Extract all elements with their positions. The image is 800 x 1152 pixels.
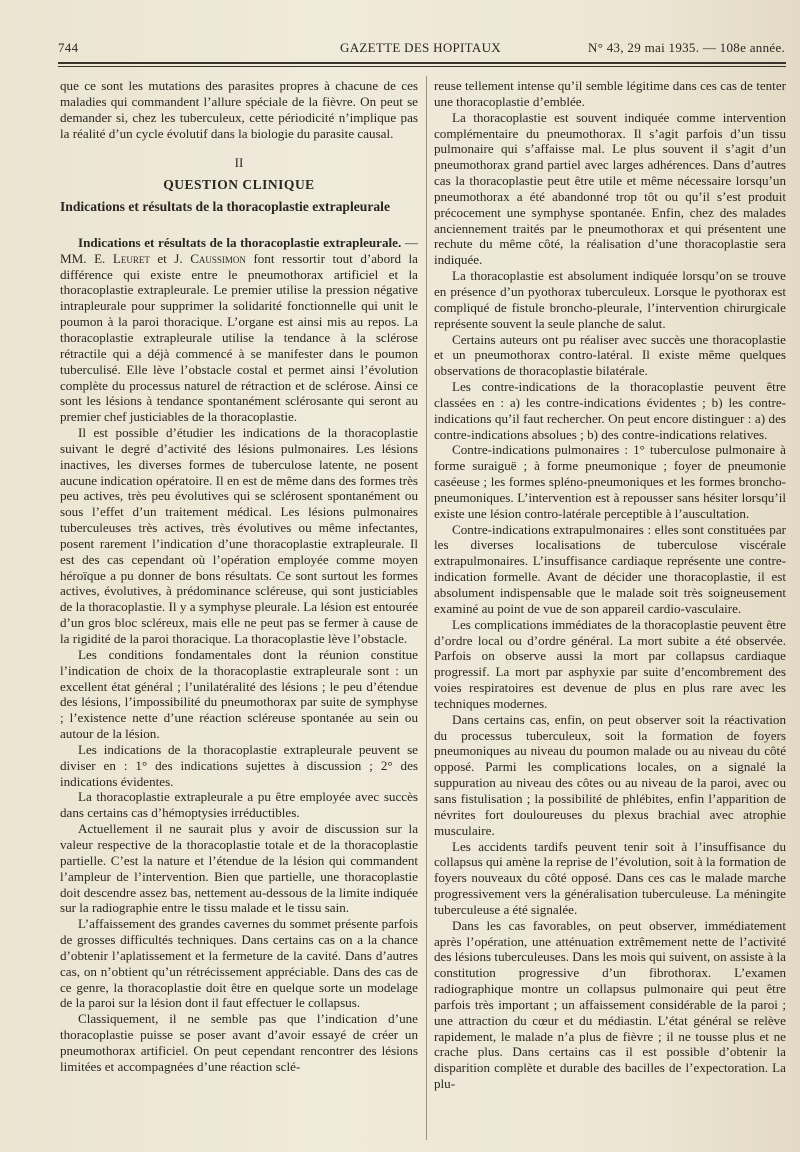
page-number: 744 [58,40,79,55]
journal-title: GAZETTE DES HOPITAUX [340,40,501,55]
paragraph: Il est possible d’étudier les indications de la thoracoplastie suivant le degré d’activité des lésions pulmonaires. Les lésions inactives, les diverses formes de tuberculose latente, ne posent aucune indication opératoire. Il en est de même dans des formes très peu actives, très peu évolutives qui se sclérosent spontanément ou sous l’effet d’un traitement médical. Les lésions pulmonaires tuberculeuses très actives, très évolutives ou même infectantes, posent rarement l’indication d’une thoracoplastie extrapleurale. Il est des cas cependant où l’opération employée comme moyen héroïque a pu donner de bons résultats. Ce sont surtout les formes actives, évolutives, à prédominance scléreuse, qui sont justiciables de la thoracoplastie. Il y a symphyse pleurale. La lésion est entourée d’un gros bloc scléreux, mais elle ne peut pas se fermer à cause de la rigidité de la paroi thoracique. La thoracoplastie lève l’obstacle. [60,425,418,646]
text-run: et J. [149,250,191,266]
paragraph: Contre-indications pulmonaires : 1° tuberculose pulmonaire à forme suraiguë ; à forme pneumonique ; foyer de pneumonie caséeuse ; les formes spléno-pneumoniques et les formes broncho-pneumoniques. L’intervention est à repousser sans hésiter lorsqu’il existe une lésion contro-latérale perceptible à l’auscultation. [434,442,786,521]
author-name: Leuret [112,250,150,266]
paragraph: L’affaissement des grandes cavernes du sommet présente parfois de grosses difficultés techniques. Dans certains cas on a la chance d’obtenir l’aplatissement et la fermeture de la cavité. Dans d’autres cas, on n’obtient qu’un rétrécissement appréciable. Dans des cas de ce genre, la thoracoplastie doit être en quelque sorte un modelage de la paroi sur la lésion dont il faut effectuer le collapsus. [60,916,418,1011]
header-rule-thin [58,66,786,67]
lead-title: Indications et résultats de la thoracoplastie extrapleurale. [78,234,402,250]
text-run: — MM. E. [60,234,418,266]
article-title: Indications et résultats de la thoracoplastie extrapleurale [60,199,390,215]
paragraph: La thoracoplastie est absolument indiquée lorsqu’on se trouve en présence d’un pyothorax tuberculeux. Lorsque le pyothorax est compliqué de fistule broncho-pleurale, l’intervention chirurgicale représente souvent la seule planche de salut. [434,268,786,331]
issue-info: N° 43, 29 mai 1935. — 108e année. [588,40,786,55]
paragraph: Les complications immédiates de la thoracoplastie peuvent être d’ordre local ou d’ordre général. La mort subite a été observée. Parfois on observe aussi la mort par collapsus cardiaque progressif. La mort par asphyxie par suite d’encombrement des voies respiratoires est devenue de plus en plus rare avec les techniques modernes. [434,616,786,711]
paragraph: Dans les cas favorables, on peut observer, immédiatement après l’opération, une atténuation extrêmement nette de l’activité des lésions tuberculeuses. Dans les mois qui suivent, on assiste à la constitution progressive d’un fibrothorax. L’examen radiographique montre un collapsus pulmonaire qui peut être parfois très important ; un affaissement considérable de la paroi ; une attraction du cœur et du médiastin. L’état général se relève rapidement, le malade n’a plus de fièvre ; il ne tousse plus et ne crache plus. Dans certains cas il est possible d’obtenir la disparition complète et durable des bacilles de l’expectoration. La plu- [434,917,786,1092]
paragraph: Les contre-indications de la thoracoplastie peuvent être classées en : a) les contre-indications évidentes ; b) les contre-indications qu’il faut rechercher. On peut encore distinguer : a) des contre-indications absolues ; b) des contre-indications relatives. [434,379,786,442]
paragraph: Classiquement, il ne semble pas que l’indication d’une thoracoplastie puisse se poser avant d’avoir essayé de créer un pneumothorax artificiel. On peut cependant rencontrer des lésions limitées et accompagnées d’une réaction sclé- [60,1011,418,1074]
paragraph: Contre-indications extrapulmonaires : elles sont constituées par les diverses localisations de tuberculose viscérale extrapulmonaires. L’insuffisance cardiaque représente une contre-indication formelle. Avant de décider une thoracoplastie, il est absolument indispensable que le malade soit très soigneusement examiné au point de vue de son appareil cardio-vasculaire. [434,521,786,616]
paragraph: Actuellement il ne saurait plus y avoir de discussion sur la valeur respective de la thoracoplastie totale et de la thoracoplastie partielle. C’est la nature et l’étendue de la lésion qui commandent l’ampleur de l’intervention. Bien que partielle, une thoracoplastie doit descendre assez bas, nettement au-dessous de la limite indiquée sur la radiographie entre le tissu malade et le tissu sain. [60,821,418,916]
paragraph: La thoracoplastie est souvent indiquée comme intervention complémentaire du pneumothorax. Il s’agit parfois d’un tissu pulmonaire qui s’affaisse mal. Le plus souvent il s’agit d’un pneumothorax grand partiel avec larges adhérences. Dans d’autres cas la thoracoplastie peut être utile et même nécessaire lorsqu’un pneumothorax a été abandonné trop tôt ou qu’il s’est produit précocement une symphyse spontanée. Enfin, chez des malades anciennement traités par le pneumothorax et qui présentent une rechute du même côté, la réalisation d’une thoracoplastie sera indiquée. [434,109,786,268]
column-divider [426,76,427,1140]
paragraph: Les conditions fondamentales dont la réunion constitue l’indication de choix de la thoracoplastie extrapleurale sont : un excellent état général ; l’unilatéralité des lésions ; le peu d’étendue des lésions, l’impossibilité du pneumothorax par suite de symphyse ; l’existence nette d’une réaction scléreuse spontanée au sein ou autour de la lésion. [60,646,418,742]
section-title: QUESTION CLINIQUE [163,177,315,193]
section-number: II [234,155,244,171]
paragraph: Les accidents tardifs peuvent tenir soit à l’insuffisance du collapsus qui amène la reprise de l’évolution, soit à la formation de foyers nouveaux du côté opposé. Dans ces cas le malade marche progressivement vers la généralisation tuberculeuse. La méningite tuberculeuse a été signalée. [434,838,786,917]
text-run: font ressortir tout d’abord la différence qui existe entre le pneumothorax artificiel et la thoracoplastie extrapleurale. Le premier utilise la pression négative intrapleurale pour supprimer la solidarité fonctionnelle qui unit le poumon à la paroi thoracique. L’organe est ainsi mis au repos. La thoracoplastie extrapleurale utilise la tendance à la sclérose rétractile qui a déjà commencé à se manifester dans le poumon tuberculisé. Elle lève l’obstacle costal et permet ainsi l’évolution complète du processus naturel de rétraction et de sclérose. Ainsi ce sont les lésions à tendance spontanément sclérosante qui seront au premier chef justiciables de la thoracoplastie. [60,250,418,425]
paragraph: que ce sont les mutations des parasites propres à chacune de ces maladies qui commandent l’allure spéciale de la fièvre. On peut se demander si, chez les tuberculeux, cette périodicité n’implique pas la réalité d’un cycle évolutif dans la biologie du parasite causal. [60,78,418,141]
left-column [60,78,418,1146]
paragraph: Les indications de la thoracoplastie extrapleurale peuvent se diviser en : 1° des indications sujettes à discussion ; 2° des indications évidentes. [60,741,418,789]
paragraph: reuse tellement intense qu’il semble légitime dans ces cas de tenter une thoracoplastie d’emblée. [434,78,786,109]
paragraph: La thoracoplastie extrapleurale a pu être employée avec succès dans certains cas d’hémoptysies irréductibles. [60,789,418,821]
paragraph: Certains auteurs ont pu réaliser avec succès une thoracoplastie et un pneumothorax contro-latéral. Il existe même quelques observations de thoracoplastie bilatérale. [434,331,786,379]
paragraph-lead [60,235,418,425]
right-column [434,78,786,1146]
author-name: Caussimon [190,250,246,266]
paragraph: Dans certains cas, enfin, on peut observer soit la réactivation du processus tuberculeux, soit la formation de foyers pneumoniques au niveau du poumon malade ou au niveau du côté opposé. Parmi les complications locales, on a signalé la suppuration au niveau des côtes ou au niveau de la paroi, avec ou sans fistulisation ; la possibilité de phlébites, enfin l’apparition de névrites fort douloureuses du plexus brachial avec atrophie musculaire. [434,711,786,838]
header-rule [58,62,786,64]
